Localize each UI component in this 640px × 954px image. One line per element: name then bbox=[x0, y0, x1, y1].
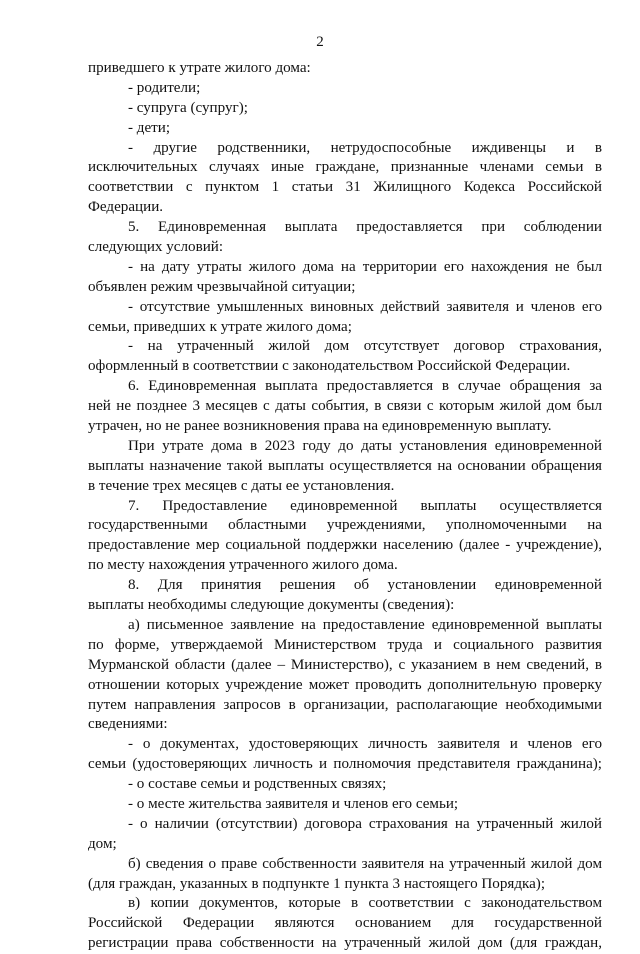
text-line: б) сведения о праве собственности заявителя на утраченный жилой дом bbox=[128, 855, 602, 872]
text-line: ней не позднее 3 месяцев с даты события, в связи с которым жилой дом был bbox=[88, 398, 602, 415]
text-line: сведениями: bbox=[88, 716, 168, 733]
text-line: - о наличии (отсутствии) договора страхования на утраченный жилой bbox=[128, 815, 602, 832]
text-line: 8. Для принятия решения об установлении единовременной bbox=[128, 577, 602, 594]
text-line: дом; bbox=[88, 835, 117, 852]
text-line: При утрате дома в 2023 году до даты установления единовременной bbox=[128, 437, 602, 454]
text-line: утрачен, но не ранее возникновения права на единовременную выплату. bbox=[88, 418, 552, 435]
text-line: предоставление мер социальной поддержки населению (далее - учреждение), bbox=[88, 537, 602, 554]
text-line: семьи, приведших к утрате жилого дома; bbox=[88, 318, 352, 335]
text-line: путем направления запросов в организации, располагающие необходимыми bbox=[88, 696, 602, 713]
text-line: - другие родственники, нетрудоспособные иждивенцы и в bbox=[128, 139, 602, 156]
page-number: 2 bbox=[316, 34, 324, 50]
text-line: - о документах, удостоверяющих личность заявителя и членов его bbox=[128, 736, 602, 753]
text-line: - отсутствие умышленных виновных действий заявителя и членов его bbox=[128, 298, 602, 315]
document-body bbox=[88, 59, 602, 954]
text-line: по форме, утверждаемой Министерством труда и социального развития bbox=[88, 636, 602, 653]
text-line: - родители; bbox=[128, 79, 201, 96]
text-line: по месту нахождения утраченного жилого дома. bbox=[88, 557, 398, 574]
text-line: исключительных случаях иные граждане, признанные членами семьи в bbox=[88, 159, 602, 176]
text-line: следующих условий: bbox=[88, 239, 224, 256]
text-line: Мурманской области (далее – Министерство), с указанием в нем сведений, в bbox=[88, 656, 602, 673]
text-line: - супруга (супруг); bbox=[128, 99, 248, 116]
text-line: 7. Предоставление единовременной выплаты осуществляется bbox=[128, 497, 602, 514]
text-line: 5. Единовременная выплата предоставляется при соблюдении bbox=[128, 219, 602, 236]
text-line: Федерации. bbox=[88, 199, 164, 216]
text-line: отношении которых учреждение может проводить дополнительную проверку bbox=[88, 676, 602, 693]
text-line: объявлен режим чрезвычайной ситуации; bbox=[88, 278, 356, 295]
text-line: семьи (удостоверяющих личность и полномочия представителя гражданина); bbox=[88, 756, 602, 773]
text-line: (для граждан, указанных в подпункте 1 пункта 3 настоящего Порядка); bbox=[88, 875, 546, 892]
text-line: выплаты назначение такой выплаты осуществляется на основании обращения bbox=[88, 457, 602, 474]
text-line: в) копии документов, которые в соответствии с законодательством bbox=[128, 895, 602, 912]
text-line: в течение трех месяцев с даты ее установления. bbox=[88, 477, 395, 494]
text-line: - о месте жительства заявителя и членов его семьи; bbox=[128, 795, 459, 812]
text-line: 6. Единовременная выплата предоставляется в случае обращения за bbox=[128, 378, 602, 395]
text-line: а) письменное заявление на предоставление единовременной выплаты bbox=[128, 616, 602, 633]
text-line: Российской Федерации являются основанием для государственной bbox=[88, 915, 602, 932]
text-line: приведшего к утрате жилого дома: bbox=[88, 60, 311, 76]
text-line: регистрации права собственности на утраченный жилой дом (для граждан, bbox=[88, 935, 602, 952]
text-line: - о составе семьи и родственных связях; bbox=[128, 776, 387, 793]
text-line: государственными областными учреждениями, уполномоченными на bbox=[88, 517, 602, 534]
text-line: соответствии с пунктом 1 статьи 31 Жилищного Кодекса Российской bbox=[88, 179, 602, 196]
text-line: выплаты необходимы следующие документы (сведения): bbox=[88, 597, 455, 614]
text-line: - на дату утраты жилого дома на территории его нахождения не был bbox=[128, 258, 602, 275]
text-line: оформленный в соответствии с законодательством Российской Федерации. bbox=[88, 358, 571, 375]
text-line: - на утраченный жилой дом отсутствует договор страхования, bbox=[128, 338, 602, 355]
text-line: - дети; bbox=[128, 119, 171, 136]
